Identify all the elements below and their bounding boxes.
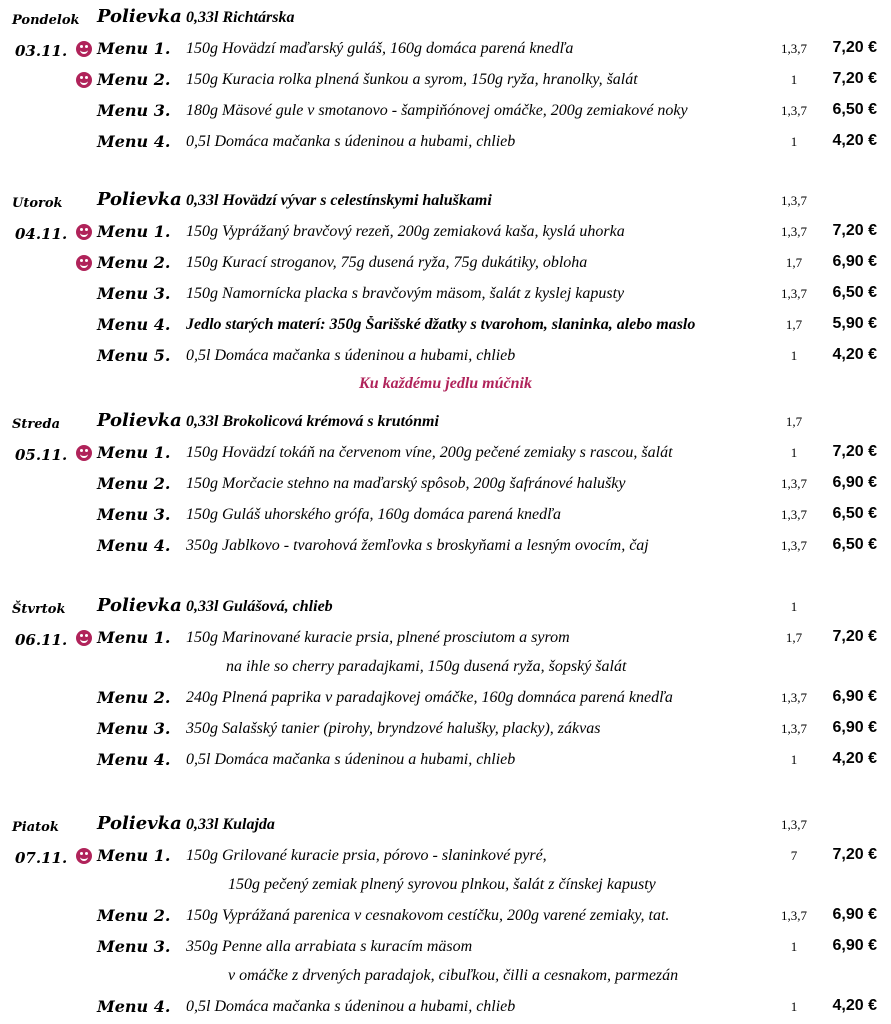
- menu-price: 4,20 €: [832, 346, 877, 363]
- menu-label: Menu 2.: [97, 906, 171, 925]
- menu-description: 150g Vyprážaná parenica v cesnakovom cestíčku, 200g varené zemiaky, tat.: [186, 907, 670, 924]
- menu-row: [0, 846, 891, 872]
- menu-price: 6,50 €: [832, 101, 877, 118]
- menu-allergens: 1: [790, 752, 798, 767]
- menu-label: Menu 4.: [97, 315, 171, 334]
- menu-row: [0, 628, 891, 654]
- menu-description: 0,5l Domáca mačanka s údeninou a hubami, chlieb: [186, 998, 516, 1015]
- menu-description: 150g Morčacie stehno na maďarský spôsob, 200g šafránové halušky: [186, 475, 626, 492]
- menu-description: 150g Namornícka placka s bravčovým mäsom, šalát z kyslej kapusty: [186, 285, 625, 302]
- menu-label: Menu 3.: [97, 719, 171, 738]
- menu-row: [0, 997, 891, 1023]
- soup-label: Polievka: [97, 813, 182, 834]
- menu-description: 150g Hovädzí maďarský guláš, 160g domáca parená knedľa: [186, 40, 574, 57]
- menu-description: 150g Marinované kuracie prsia, plnené prosciutom a syrom: [186, 629, 570, 646]
- menu-allergens: 1: [790, 72, 798, 87]
- soup-label: Polievka: [97, 410, 182, 431]
- menu-price: 6,90 €: [832, 719, 877, 736]
- menu-description: 150g Hovädzí tokáň na červenom víne, 200g pečené zemiaky s rascou, šalát: [186, 444, 673, 461]
- menu-row: [0, 132, 891, 158]
- menu-description: 150g Kuracia rolka plnená šunkou a syrom, 150g ryža, hranolky, šalát: [186, 71, 638, 88]
- menu-description: 240g Plnená paprika v paradajkovej omáčke, 160g domnáca parená knedľa: [186, 689, 673, 706]
- menu-label: Menu 4.: [97, 750, 171, 769]
- menu-label: Menu 1.: [97, 39, 171, 58]
- menu-label: Menu 1.: [97, 443, 171, 462]
- menu-allergens: 1,3,7: [781, 721, 807, 736]
- menu-allergens: 1,3,7: [781, 286, 807, 301]
- day-date: 05.11.: [15, 446, 68, 464]
- menu-allergens: 1,3,7: [781, 908, 807, 923]
- soup-row: [0, 412, 891, 438]
- menu-price: 7,20 €: [832, 39, 877, 56]
- day-date: 03.11.: [15, 42, 68, 60]
- menu-price: 5,90 €: [832, 315, 877, 332]
- day-date: 04.11.: [15, 225, 68, 243]
- menu-label: Menu 2.: [97, 474, 171, 493]
- menu-description: 0,5l Domáca mačanka s údeninou a hubami, chlieb: [186, 751, 516, 768]
- day-date: 07.11.: [15, 849, 68, 867]
- soup-label: Polievka: [97, 6, 182, 27]
- soup-row: [0, 191, 891, 217]
- menu-row: [0, 222, 891, 248]
- soup-allergens: 1: [790, 599, 798, 614]
- menu-description: 0,5l Domáca mačanka s údeninou a hubami, chlieb: [186, 133, 516, 150]
- menu-allergens: 1: [790, 999, 798, 1014]
- menu-label: Menu 4.: [97, 132, 171, 151]
- menu-description: 150g Grilované kuracie prsia, pórovo - slaninkové pyré,: [186, 847, 547, 864]
- menu-price: 4,20 €: [832, 132, 877, 149]
- soup-description: 0,33l Gulášová, chlieb: [186, 598, 333, 615]
- menu-price: 6,90 €: [832, 253, 877, 270]
- menu-allergens: 1,3,7: [781, 224, 807, 239]
- smiley-icon: [76, 224, 92, 240]
- menu-price: 7,20 €: [832, 222, 877, 239]
- day-name: Piatok: [12, 820, 59, 835]
- soup-description: 0,33l Kulajda: [186, 816, 275, 833]
- menu-label: Menu 5.: [97, 346, 171, 365]
- menu-allergens: 1,7: [785, 630, 803, 645]
- soup-description: 0,33l Richtárska: [186, 9, 295, 26]
- menu-price: 6,50 €: [832, 284, 877, 301]
- menu-description: 150g Guláš uhorského grófa, 160g domáca parená knedľa: [186, 506, 561, 523]
- menu-label: Menu 2.: [97, 253, 171, 272]
- soup-description: 0,33l Brokolicová krémová s krutónmi: [186, 413, 439, 430]
- soup-allergens: 1,7: [785, 414, 803, 429]
- menu-row: [0, 906, 891, 932]
- menu-label: Menu 3.: [97, 505, 171, 524]
- smiley-icon: [76, 72, 92, 88]
- menu-price: 7,20 €: [832, 846, 877, 863]
- menu-row: [0, 346, 891, 372]
- menu-row-continuation: [0, 657, 891, 683]
- menu-description: 180g Mäsové gule v smotanovo - šampiňónovej omáčke, 200g zemiakové noky: [186, 102, 688, 119]
- dessert-note: Ku každému jedlu múčnik: [359, 375, 532, 392]
- menu-label: Menu 4.: [97, 997, 171, 1016]
- day-date: 06.11.: [15, 631, 68, 649]
- menu-description-continued: na ihle so cherry paradajkami, 150g dusená ryža, šopský šalát: [226, 658, 627, 675]
- menu-row: [0, 474, 891, 500]
- menu-description: Jedlo starých materí: 350g Šarišské džatky s tvarohom, slaninka, alebo maslo: [186, 316, 696, 333]
- menu-label: Menu 2.: [97, 70, 171, 89]
- day-name: Pondelok: [12, 13, 80, 28]
- smiley-icon: [76, 41, 92, 57]
- menu-row: [0, 505, 891, 531]
- smiley-icon: [76, 445, 92, 461]
- menu-description: 350g Jablkovo - tvarohová žemľovka s broskyňami a lesným ovocím, čaj: [186, 537, 649, 554]
- menu-row: [0, 536, 891, 562]
- menu-allergens: 1: [790, 445, 798, 460]
- menu-row-continuation: [0, 966, 891, 992]
- menu-label: Menu 3.: [97, 937, 171, 956]
- smiley-icon: [76, 255, 92, 271]
- menu-label: Menu 1.: [97, 846, 171, 865]
- soup-row: [0, 815, 891, 841]
- menu-price: 6,50 €: [832, 505, 877, 522]
- soup-row: [0, 597, 891, 623]
- smiley-icon: [76, 848, 92, 864]
- menu-description: 0,5l Domáca mačanka s údeninou a hubami, chlieb: [186, 347, 516, 364]
- soup-row: [0, 8, 891, 34]
- menu-label: Menu 4.: [97, 536, 171, 555]
- menu-label: Menu 1.: [97, 628, 171, 647]
- menu-allergens: 1,3,7: [781, 690, 807, 705]
- menu-row: [0, 315, 891, 341]
- menu-row: [0, 101, 891, 127]
- soup-label: Polievka: [97, 189, 182, 210]
- menu-row: [0, 253, 891, 279]
- menu-allergens: 1: [790, 134, 798, 149]
- menu-row: [0, 688, 891, 714]
- menu-allergens: 1,7: [785, 255, 803, 270]
- menu-allergens: 1,3,7: [781, 103, 807, 118]
- menu-description: 350g Penne alla arrabiata s kuracím mäsom: [186, 938, 473, 955]
- menu-description: 350g Salašský tanier (pirohy, bryndzové halušky, placky), zákvas: [186, 720, 601, 737]
- menu-price: 6,90 €: [832, 906, 877, 923]
- menu-allergens: 7: [790, 848, 798, 863]
- day-name: Streda: [12, 417, 61, 432]
- menu-row: [0, 70, 891, 96]
- menu-price: 7,20 €: [832, 628, 877, 645]
- day-name: Utorok: [12, 196, 63, 211]
- menu-price: 6,50 €: [832, 536, 877, 553]
- menu-label: Menu 3.: [97, 284, 171, 303]
- menu-label: Menu 1.: [97, 222, 171, 241]
- soup-allergens: 1,3,7: [781, 193, 807, 208]
- menu-price: 6,90 €: [832, 937, 877, 954]
- soup-allergens: 1,3,7: [781, 817, 807, 832]
- menu-description: 150g Vyprážaný bravčový rezeň, 200g zemiaková kaša, kyslá uhorka: [186, 223, 625, 240]
- menu-allergens: 1,7: [785, 317, 803, 332]
- soup-label: Polievka: [97, 595, 182, 616]
- soup-description: 0,33l Hovädzí vývar s celestínskymi haluškami: [186, 192, 492, 209]
- menu-label: Menu 2.: [97, 688, 171, 707]
- menu-price: 7,20 €: [832, 443, 877, 460]
- menu-row: [0, 39, 891, 65]
- menu-allergens: 1,3,7: [781, 507, 807, 522]
- menu-row: [0, 719, 891, 745]
- menu-allergens: 1: [790, 348, 798, 363]
- menu-label: Menu 3.: [97, 101, 171, 120]
- menu-description-continued: 150g pečený zemiak plnený syrovou plnkou, šalát z čínskej kapusty: [228, 876, 656, 893]
- menu-row: [0, 443, 891, 469]
- menu-row: [0, 284, 891, 310]
- menu-price: 4,20 €: [832, 750, 877, 767]
- menu-allergens: 1: [790, 939, 798, 954]
- menu-price: 4,20 €: [832, 997, 877, 1014]
- menu-price: 6,90 €: [832, 688, 877, 705]
- menu-allergens: 1,3,7: [781, 538, 807, 553]
- day-name: Štvrtok: [12, 602, 66, 617]
- menu-allergens: 1,3,7: [781, 41, 807, 56]
- menu-price: 7,20 €: [832, 70, 877, 87]
- menu-description-continued: v omáčke z drvených paradajok, cibuľkou, čilli a cesnakom, parmezán: [228, 967, 679, 984]
- menu-description: 150g Kurací stroganov, 75g dusená ryža, 75g dukátiky, obloha: [186, 254, 588, 271]
- menu-row: [0, 750, 891, 776]
- menu-allergens: 1,3,7: [781, 476, 807, 491]
- menu-price: 6,90 €: [832, 474, 877, 491]
- menu-row-continuation: [0, 875, 891, 901]
- smiley-icon: [76, 630, 92, 646]
- menu-row: [0, 937, 891, 963]
